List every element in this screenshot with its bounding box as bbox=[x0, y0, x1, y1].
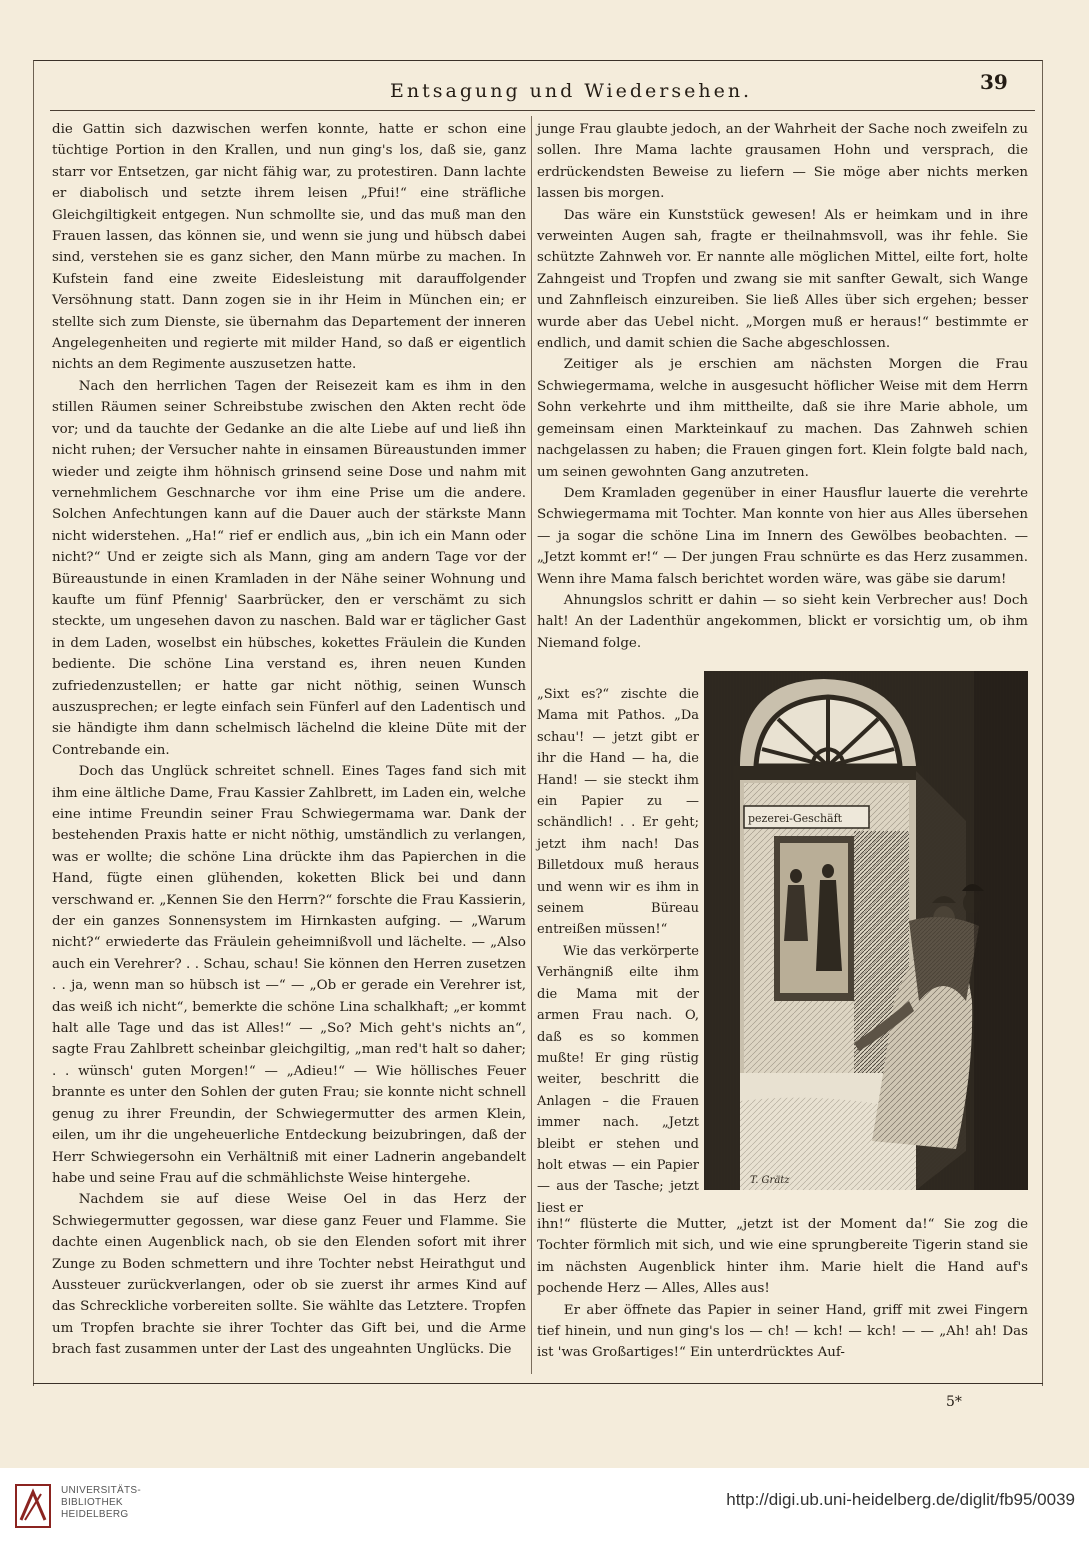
right-column-narrow bbox=[537, 684, 699, 1219]
left-column bbox=[52, 119, 526, 1361]
paragraph: Nachdem sie auf diese Weise Oel in das Herz der Schwiegermutter gegossen, war diese ganz Feuer und Flamme. Sie dachte einen Augenblick nach, ob sie den Elenden sofort mit ihrer Zunge zu Boden schmettern und ihre Tochter nebst Heirathgut und Aussteuer zurückverlangen, oder ob sie zuerst ihr armes Kind auf das Schreckliche vorbereiten sollte. Sie wählte das Letztere. Tropfen um Tropfen brachte sie ihrer Tochter das Gift bei, und die Arme brach fast zusammen unter der Last des ungeahnten Unglücks. Die bbox=[52, 1192, 526, 1358]
illustration-doorway bbox=[704, 671, 1028, 1190]
right-column-top bbox=[537, 119, 1028, 654]
paragraph: die Gattin sich dazwischen werfen konnte, hatte er schon eine tüchtige Portion in den Krallen, und nun ging's los, daß sie, ganz starr vor Entsetzen, gar nicht fähig war, zu protestiren. Dann lachte er diabolisch und setzte ihrem leisen „Pfui!“ eine sträfliche Gleichgiltigkeit entgegen. Nun schmollte sie, und das muß man den Frauen lassen, das können sie, und wenn sie jung und hübsch dabei sind, verstehen sie es ganz sicher, den Mann mürbe zu machen. In Kufstein fand eine zweite Eidesleistung mit darauffolgender Versöhnung statt. Dann zogen sie in ihr Heim in München ein; er stellte sich zum Dienste, sie übernahm das Departement der inneren Angelegenheiten und regierte mit milder Hand, so daß er eigentlich nichts an dem Regimente auszusetzen hatte. bbox=[52, 122, 526, 373]
paragraph: Wie das verkörperte Verhängniß eilte ihm die Mama mit der armen Frau nach. O, daß es so kommen mußte! Er ging rüstig weiter, beschritt die Anlagen – die Frauen immer nach. „Jetzt bleibt er stehen und holt etwas — ein Papier — aus der Tasche; jetzt liest er bbox=[537, 943, 699, 1216]
paragraph: Doch das Unglück schreitet schnell. Eines Tages fand sich mit ihm eine ältliche Dame, Frau Kassier Zahlbrett, im Laden ein, welche eine intime Freundin seiner Frau Schwiegermama war. Dank der bestehenden Praxis hatte er nicht nöthig, umständlich zu verlangen, was er wollte; die schöne Lina drückte ihm das Papierchen in die Hand, fügte einen glühenden, koketten Blick bei und dann verschwand er. „Kennen Sie den Herrn?“ forschte die Frau Kassierin, der ein ganzes Sonnensystem im Hirnkasten aufging. — „Warum nicht?“ erwiederte das Fräulein geheimnißvoll und lächelte. — „Also auch ein Verehrer? . . Schau, schau! Sie können den Herren zusetzen . . ja, wenn man so hübsch ist —“ — „Ob er gerade ein Verehrer ist, das weiß ich nicht“, bemerkte die schöne Lina schalkhaft; „er kommt halt alle Tage und das ist Alles!“ — „So? Mich geht's nichts an“, sagte Frau Zahlbrett scheinbar gleichgiltig, „man red't halt so daher; . . wünsch' guten Morgen!“ — „Adieu!“ — Wie höllisches Feuer brannte es unter den Sohlen der guten Frau; sie konnte nicht schnell genug zu ihrer Freundin, der Schwiegermutter des armen Klein, eilen, um ihr die ungeheuerliche Entdeckung beizubringen, daß der Herr Schwiegersohn ein Verhältniß mit einer Ladnerin angebandelt habe und seine Frau auf die schmählichste Weise hintergehe. bbox=[52, 764, 526, 1186]
paragraph: Er aber öffnete das Papier in seiner Hand, griff mit zwei Fingern tief hinein, und nun ging's los — ch! — kch! — kch! — — „Ah! ah! Das ist 'was Großartiges!“ Ein unterdrücktes Auf- bbox=[537, 1302, 1028, 1361]
paragraph: Ahnungslos schritt er dahin — so sieht kein Verbrecher aus! Doch halt! An der Ladenthür angekommen, blickt er vorsichtig um, ob ihm Niemand folge. bbox=[537, 592, 1028, 651]
paragraph: junge Frau glaubte jedoch, an der Wahrheit der Sache noch zweifeln zu sollen. Ihre Mama lachte grausamen Hohn und versprach, die erdrückendsten Beweise zu liefern — Sie möge aber nichts merken lassen bis morgen. bbox=[537, 122, 1028, 202]
artist-signature: T. Grätz bbox=[750, 1175, 790, 1186]
paragraph: „Sixt es?“ zischte die Mama mit Pathos. „Da schau'! — jetzt gibt er ihr die Hand — ha, die Hand! — sie steckt ihm ein Papier zu — schändlich! . . Er geht; jetzt ihm nach! Das Billetdoux muß heraus und wenn wir es ihm in seinem Büreau entreißen müssen!“ bbox=[537, 687, 699, 938]
source-url-link[interactable]: http://digi.ub.uni-heidelberg.de/diglit/fb95/0039 bbox=[726, 1490, 1075, 1509]
paragraph: Das wäre ein Kunststück gewesen! Als er heimkam und in ihre verweinten Augen sah, fragte er theilnahmsvoll, was ihr fehle. Sie schützte Zahnweh vor. Er nannte alle möglichen Mittel, eilte fort, holte Zahngeist und Tropfen und zwang sie mit sanfter Gewalt, sich Wange und Zahnfleisch einzureiben. Sie ließ Alles über sich ergehen; besser wurde aber das Uebel nicht. „Morgen muß er heraus!“ bestimmte er endlich, und damit schien die Sache abgeschlossen. bbox=[537, 207, 1028, 352]
page-number: 39 bbox=[980, 70, 1008, 94]
shop-sign: pezerei-Geschäft bbox=[748, 812, 843, 825]
library-name: UNIVERSITÄTS- BIBLIOTHEK HEIDELBERG bbox=[61, 1485, 142, 1520]
running-head: Entsagung und Wiedersehen. bbox=[390, 80, 753, 102]
column-divider bbox=[531, 116, 532, 1374]
library-logo-icon bbox=[15, 1484, 51, 1528]
paragraph: ihn!“ flüsterte die Mutter, „jetzt ist der Moment da!“ Sie zog die Tochter förmlich mit sich, und wie eine sprungbereite Tigerin stand sie im nächsten Augenblick hinter ihm. Marie hielt die Hand auf's pochende Herz — Alles, Alles aus! bbox=[537, 1217, 1028, 1297]
header-rule bbox=[50, 110, 1035, 111]
right-column-bottom bbox=[537, 1214, 1028, 1364]
paragraph: Dem Kramladen gegenüber in einer Hausflur lauerte die verehrte Schwiegermama mit Tochter. Man konnte von hier aus Alles übersehen — ja sogar die schöne Lina im Innern des Gewölbes beobachten. — „Jetzt kommt er!“ — Der jungen Frau schnürte es das Herz zusammen. Wenn ihre Mama falsch berichtet worden wäre, was gäbe sie darum! bbox=[537, 485, 1028, 587]
paragraph: Nach den herrlichen Tagen der Reisezeit kam es ihm in den stillen Räumen seiner Schreibstube zwischen den Akten recht öde vor; und da tauchte der Gedanke an die alte Liebe auf und ließ ihn nicht ruhen; der Versucher nahte in einsamen Büreaustunden immer wieder und zeigte ihm höhnisch grinsend seine Dose und nahm mit vernehmlichem Geschnarche vor ihm eine Prise um die andere. Solchen Anfechtungen kann auf die Dauer auch der stärkste Mann nicht widerstehen. „Ha!“ rief er endlich aus, „bin ich ein Mann oder nicht?“ Und er zeigte sich als Mann, ging am andern Tage vor der Büreaustunde in einen Kramladen in der Nähe seiner Wohnung und kaufte um fünf Pfennig' Saarbrücker, den er verschämt zu sich steckte, um ungesehen davon zu naschen. Bald war er täglicher Gast in dem Laden, woselbst ein hübsches, kokettes Fräulein die Kunden bediente. Die schöne Lina verstand es, ihren neuen Kunden zufriedenzustellen; er hatte gar nicht nöthig, seinen Wunsch auszusprechen; er legte einfach sein Fünferl auf den Ladentisch und sie händigte ihm dann schelmisch lächelnd die kleine Düte mit der Contrebande ein. bbox=[52, 378, 526, 758]
paragraph: Zeitiger als je erschien am nächsten Morgen die Frau Schwiegermama, welche in ausgesucht höflicher Weise mit dem Herrn Sohn verkehrte und ihm mittheilte, daß sie ihre Marie abhole, um gemeinsam einen Markteinkauf zu machen. Das Zahnweh schien nachgelassen zu haben; die Frauen gingen fort. Klein folgte bald nach, um seinen gewohnten Gang anzutreten. bbox=[537, 357, 1028, 480]
bottom-rule bbox=[33, 1383, 1043, 1384]
signature-mark: 5* bbox=[946, 1394, 962, 1410]
